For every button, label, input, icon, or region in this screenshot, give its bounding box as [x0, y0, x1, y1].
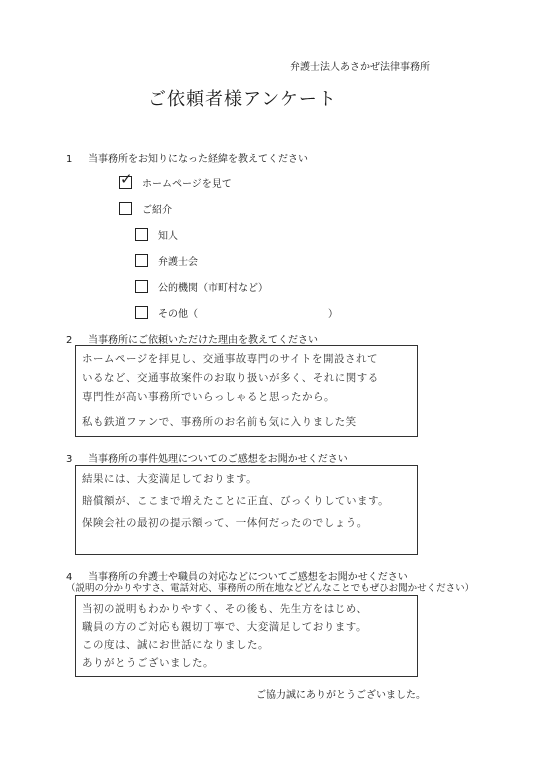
- question-text: 当事務所をお知りになった経緯を教えてください: [88, 154, 308, 165]
- option-label: その他（ ）: [158, 309, 338, 320]
- option-label: ご紹介: [142, 205, 172, 216]
- question-number: 2: [66, 335, 73, 346]
- checkbox-acquaintance[interactable]: [135, 228, 148, 241]
- answer-line: 保険会社の最初の提示額って、一体何だったのでしょう。: [82, 517, 368, 529]
- answer-line: 当初の説明もわかりやすく、その後も、先生方をはじめ、: [82, 603, 368, 615]
- checkbox-other[interactable]: [135, 306, 148, 319]
- option-label: ホームページを見て: [142, 179, 232, 190]
- answer-line: この度は、誠にお世話になりました。: [82, 639, 269, 651]
- answer-box-2[interactable]: [75, 345, 418, 437]
- option-label: 公的機関（市町村など）: [158, 283, 268, 294]
- option-homepage[interactable]: [119, 170, 232, 190]
- answer-line: ありがとうございました。: [82, 657, 214, 669]
- question-number: 4: [66, 572, 73, 583]
- option-public-institution[interactable]: [135, 279, 268, 294]
- checkbox-homepage[interactable]: [119, 170, 133, 189]
- question-text: 当事務所の事件処理についてのご感想をお聞かせください: [88, 454, 348, 465]
- closing-thanks: ご協力誠にありがとうございました。: [256, 690, 426, 701]
- answer-box-4[interactable]: [75, 595, 418, 677]
- firm-name: 弁護士法人あさかぜ法律事務所: [290, 62, 430, 73]
- answer-line: いるなど、交通事故案件のお取り扱いが多く、それに関する: [82, 372, 379, 384]
- checkbox-bar-association[interactable]: [135, 254, 148, 267]
- question-number: 1: [66, 154, 73, 165]
- option-acquaintance[interactable]: [135, 227, 178, 242]
- option-other[interactable]: [135, 305, 338, 320]
- answer-line: 結果には、大変満足しております。: [82, 473, 258, 485]
- page-title: ご依頼者様アンケート: [148, 89, 337, 110]
- question-4-subtext: （説明の分かりやすさ、電話対応、事務所の所在地などどんなことでもぜひお聞かせください）: [66, 583, 475, 594]
- check-mark-icon: ✓: [120, 170, 133, 188]
- answer-line: 職員の方のご対応も親切丁寧で、大変満足しております。: [82, 621, 367, 633]
- answer-line: 専門性が高い事務所でいらっしゃると思ったから。: [82, 391, 335, 403]
- option-label: 知人: [158, 231, 178, 242]
- question-text: 当事務所の弁護士や職員の対応などについてご感想をお聞かせください: [88, 572, 408, 583]
- checkbox-referral[interactable]: [119, 202, 132, 215]
- option-referral[interactable]: [119, 201, 172, 216]
- answer-line: ホームページを拝見し、交通事故専門のサイトを開設されて: [82, 353, 379, 365]
- question-text: 当事務所にご依頼いただけた理由を教えてください: [88, 335, 318, 346]
- question-number: 3: [66, 454, 73, 465]
- answer-line: 賠償額が、ここまで増えたことに正直、びっくりしています。: [82, 495, 390, 507]
- answer-box-3[interactable]: [75, 465, 418, 555]
- checkbox-public-institution[interactable]: [135, 280, 148, 293]
- option-bar-association[interactable]: [135, 253, 198, 268]
- answer-line: 私も鉄道ファンで、事務所のお名前も気に入りました笑: [82, 416, 357, 428]
- question-2: [66, 331, 318, 346]
- option-label: 弁護士会: [158, 257, 198, 268]
- question-1: [66, 150, 308, 165]
- question-3: [66, 450, 348, 465]
